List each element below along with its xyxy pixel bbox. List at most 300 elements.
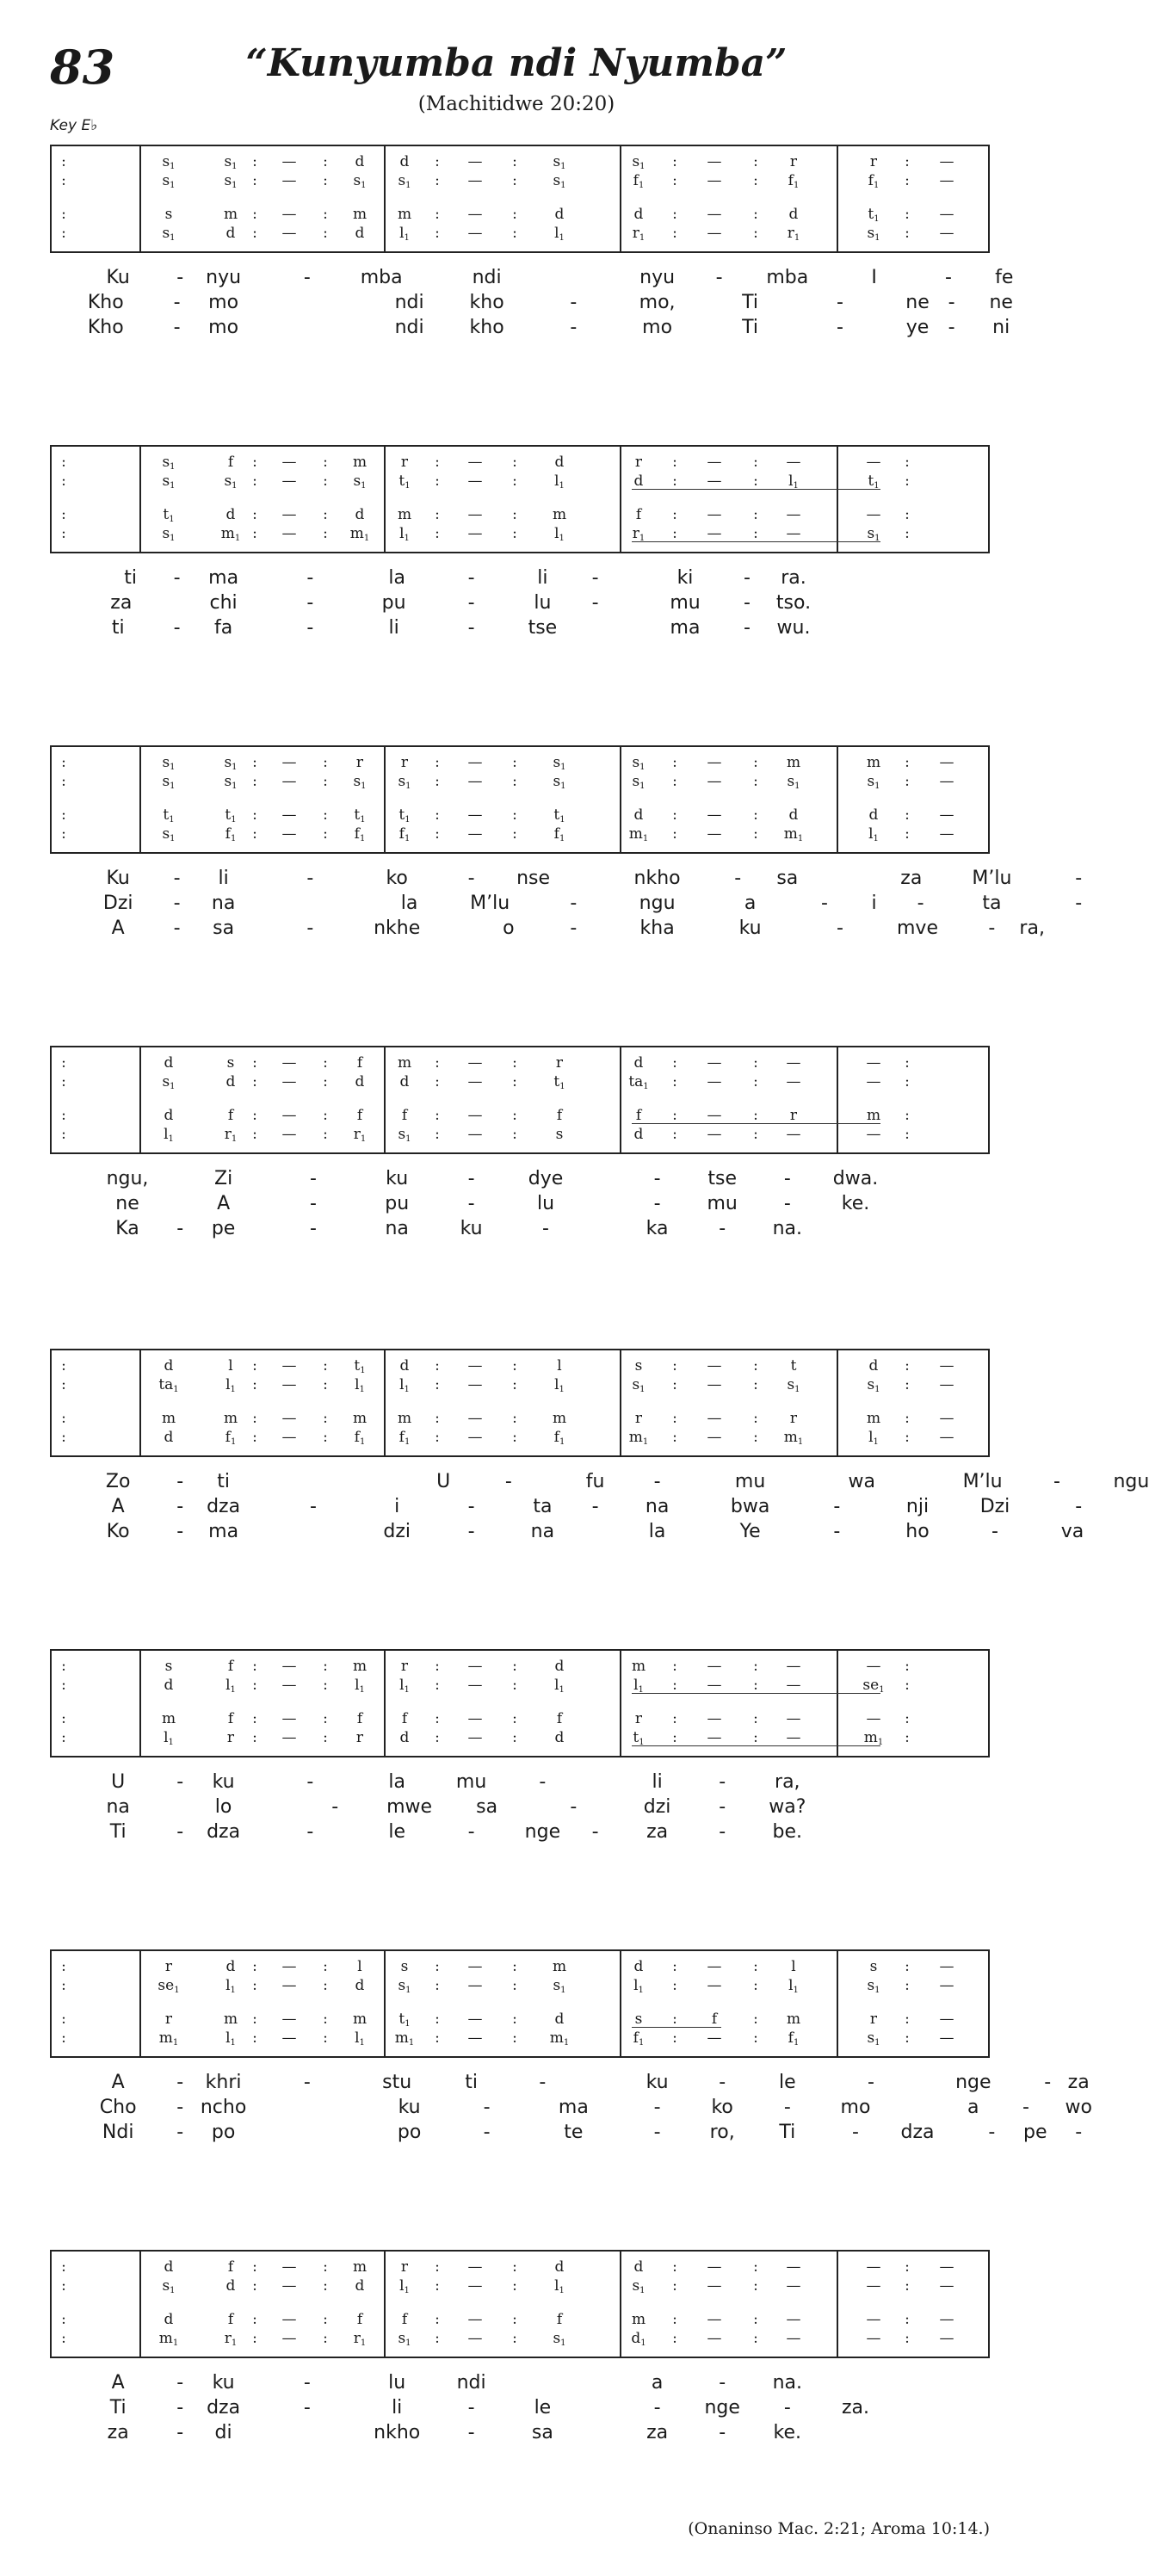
solfa-note: d [788,206,799,223]
solfa-note: : [252,1729,257,1746]
slur-line [632,1693,880,1694]
solfa-note: — [467,1054,483,1072]
solfa-note: : [672,1429,677,1446]
solfa-note: — [281,1073,297,1090]
solfa-note: $t_1$ [868,473,880,491]
solfa-note: : [323,825,328,843]
lyric-syllable: dza [207,2397,241,2418]
solfa-note: : [61,825,66,843]
solfa-note: : [905,754,910,771]
solfa-note: $s_1$ [162,225,176,243]
solfa-note: — [707,206,722,223]
solfa-note: : [905,806,910,824]
solfa-note: — [467,1429,483,1446]
solfa-note: : [252,2330,257,2347]
lyric-syllable: ku [646,2072,669,2093]
solfa-note: : [61,225,66,242]
solfa-note: $s_1$ [224,754,238,772]
solfa-note: — [786,506,801,523]
lyric-syllable: - [837,917,843,939]
solfa-note: r [400,2258,409,2276]
solfa-note: — [866,1710,881,1727]
voice-part-row [52,1976,988,1995]
music-system [50,1046,990,1249]
lyric-syllable: mo [208,292,239,313]
verse-line [50,2395,990,2420]
solfa-note: r [355,1729,364,1746]
solfa-note: $r_1$ [353,1126,367,1144]
solfa-note: — [866,2311,881,2328]
lyric-syllable: fa [213,617,233,639]
solfa-note: : [435,1977,440,1994]
solfa-note: $l_1$ [554,1677,565,1695]
solfa-note: d [164,1054,174,1072]
solfa-note: : [905,525,910,542]
lyric-syllable: dzi [383,1521,411,1542]
lyric-syllable: ma [208,567,239,589]
solfa-note: r [869,153,878,170]
solfa-note: : [435,206,440,223]
solfa-note: : [753,153,758,170]
solfa-note: m [866,1107,881,1124]
lyric-syllable: ta [533,1496,553,1517]
solfa-note: : [672,1677,677,1694]
voice-part-row [52,1957,988,1976]
solfa-note: $l_1$ [554,525,565,543]
solfa-note: $l_1$ [355,1376,365,1394]
solfa-note: — [467,1958,483,1975]
lyric-syllable: ra. [781,567,806,589]
solfa-note: : [905,773,910,790]
solfa-note: : [905,1729,910,1746]
solfa-note: s [164,1658,173,1675]
voice-part-row [52,224,988,243]
solfa-note: : [905,1126,910,1143]
lyric-syllable: - [306,567,314,589]
solfa-note: : [753,454,758,471]
lyric-syllable: - [821,893,828,914]
solfa-note: : [512,806,517,824]
solfa-note: f [356,1710,363,1727]
solfa-note: — [939,825,954,843]
lyric-syllable: - [173,893,181,914]
solfa-note: : [252,1658,257,1675]
solfa-note: : [252,825,257,843]
solfa-note: : [753,172,758,189]
solfa-note: m [552,1410,567,1427]
solfa-note: — [467,172,483,189]
lyric-syllable: mo [840,2097,871,2118]
lyric-syllable: nkho [374,2422,421,2443]
solfa-note: — [467,473,483,490]
solfa-note: : [61,1429,66,1446]
solfa-note: : [753,1677,758,1694]
solfa-note: : [672,2011,677,2028]
solfa-note: : [323,1729,328,1746]
solfa-note: : [905,172,910,189]
lyric-syllable: ku [738,917,762,939]
solfa-note: : [323,2311,328,2328]
lyric-syllable: - [988,2122,996,2143]
lyric-syllable: - [653,2097,661,2118]
lyric-syllable: va [1060,1521,1084,1542]
solfa-note: : [435,172,440,189]
lyric-syllable: - [744,592,751,614]
solfa-note: : [512,206,517,223]
solfa-note: $f_1$ [788,172,800,190]
solfa-note: — [467,2011,483,2028]
solfa-note: : [323,1357,328,1374]
lyric-syllable: - [653,1193,661,1214]
solfa-note: $l_1$ [399,2277,410,2295]
solfa-note: $s_1$ [632,754,646,772]
solfa-note: $f_1$ [225,1429,237,1447]
lyric-syllable: ma [670,617,701,639]
solfa-note: $m_1$ [863,1729,884,1747]
voice-part-row [52,1356,988,1375]
solfa-note: — [281,454,297,471]
solfa-note: f [556,1710,563,1727]
solfa-note: : [672,1977,677,1994]
solfa-note: $s_1$ [162,454,176,472]
lyric-syllable: tso. [775,592,812,614]
lyric-syllable: - [1075,2122,1083,2143]
solfa-note: d [554,1658,565,1675]
lyrics-block [50,2370,990,2453]
voice-part-row [52,825,988,843]
solfa-note: — [281,1126,297,1143]
lyric-syllable: ye [905,317,930,338]
solfa-note: $f_1$ [225,825,237,843]
solfa-note: $l_1$ [355,2029,365,2048]
solfa-note: : [753,754,758,771]
solfa-note: : [905,825,910,843]
solfa-note: — [281,153,297,170]
solfa-note: — [281,1054,297,1072]
solfa-note: : [905,225,910,242]
voice-part-row [52,152,988,171]
lyric-syllable: lu [388,2372,406,2394]
solfa-note: : [252,1958,257,1975]
solfa-note: — [281,172,297,189]
solfa-note: r [634,1410,643,1427]
solfa-note: d [355,153,365,170]
solfa-note: m [552,506,567,523]
solfa-note: — [281,1958,297,1975]
solfa-note: : [905,1054,910,1072]
solfa-note: d [554,206,565,223]
solfa-note: m [352,2258,368,2276]
solfa-note: : [252,1677,257,1694]
solfa-note: f [401,1710,408,1727]
solfa-note: : [61,2330,66,2347]
solfa-note: $l_1$ [868,1429,879,1447]
lyric-syllable: dwa. [832,1168,879,1189]
lyric-syllable: ngu [639,893,676,914]
lyric-syllable: za [1067,2072,1090,2093]
solfa-note: $l_1$ [633,1977,644,1995]
lyric-syllable: dza [207,1821,241,1843]
lyric-syllable: - [719,2372,726,2394]
solfa-note: : [252,2258,257,2276]
solfa-note: m [397,206,412,223]
solfa-note: $s_1$ [553,172,566,190]
solfa-note: : [252,1126,257,1143]
solfa-note: : [323,1710,328,1727]
solfa-note: : [435,1357,440,1374]
verse-line [50,315,1010,340]
lyric-syllable: na. [772,2372,803,2394]
voice-part-row [52,1375,988,1394]
solfa-note: — [467,806,483,824]
lyric-syllable: la [648,1521,666,1542]
solfa-note: : [753,2029,758,2047]
lyric-syllable: - [653,1168,661,1189]
lyric-syllable: za [646,1821,669,1843]
solfa-note: : [512,2029,517,2047]
solfa-note: m [352,2011,368,2028]
solfa-note: : [753,206,758,223]
solfa-note: r [164,2011,173,2028]
solfa-note: : [61,2029,66,2047]
solfa-note: : [323,1429,328,1446]
solfa-note: $f_1$ [633,172,645,190]
lyric-syllable: lu [536,1193,555,1214]
solfa-note: : [512,525,517,542]
lyric-syllable: - [1075,1496,1083,1517]
solfa-note: : [905,2277,910,2295]
solfa-note: $s_1$ [224,153,238,171]
voice-part-row [52,2310,988,2329]
solfa-note: d [399,1729,410,1746]
solfa-note: : [512,1376,517,1393]
solfa-note: r [789,153,798,170]
solfa-note: : [435,2011,440,2028]
voice-part-row [52,2010,988,2029]
lyric-syllable: Ti [109,2397,127,2418]
solfa-note: — [707,2330,722,2347]
solfa-note: $s_1$ [162,172,176,190]
solfa-note: m [223,1410,238,1427]
lyric-syllable: na [106,1796,130,1818]
lyric-syllable: nge [524,1821,561,1843]
lyric-syllable: la [388,567,405,589]
verse-line [50,1795,990,1819]
solfa-note: m [866,754,881,771]
verse-line [50,265,1014,290]
lyric-syllable: wa [848,1471,875,1492]
lyrics-block [50,2070,1092,2153]
solfa-note: $l_1$ [554,2277,565,2295]
lyric-syllable: na [385,1218,409,1239]
lyric-syllable: la [400,893,418,914]
solfa-note: — [467,754,483,771]
solfa-note: : [61,506,66,523]
voice-part-row [52,1106,988,1125]
solfa-note: — [467,1126,483,1143]
verse-line [50,916,1045,941]
lyric-syllable: le [534,2397,552,2418]
solfa-note: : [435,1073,440,1090]
lyric-syllable: Dzi [979,1496,1010,1517]
solfa-note: : [435,2330,440,2347]
lyric-syllable: - [467,2422,475,2443]
solfa-note: — [786,1729,801,1746]
verse-line [50,866,1083,891]
solfa-note: : [905,1658,910,1675]
lyric-syllable: di [214,2422,232,2443]
hymn-title: “Kunyumba ndi Nyumba” [245,41,788,85]
lyrics-block [50,265,1014,348]
lyrics-block [50,1469,1149,1552]
solfa-note: : [252,1107,257,1124]
lyric-syllable: sa [213,917,235,939]
lyric-syllable: - [591,592,599,614]
solfa-note: — [866,1073,881,1090]
solfa-note: $t_1$ [163,806,175,825]
solfa-note: : [905,506,910,523]
solfa-note: : [323,172,328,189]
solfa-note: : [252,1410,257,1427]
solfa-note: $t_1$ [868,206,880,224]
lyric-syllable: - [948,317,955,338]
solfa-note: : [905,1677,910,1694]
solfa-note: : [61,2011,66,2028]
solfa-note: $r_1$ [787,225,800,243]
slur-line [632,541,880,542]
solfa-note: m [552,1958,567,1975]
solfa-note: : [905,1376,910,1393]
solfa-note: $s_1$ [398,172,411,190]
solfa-note: $l_1$ [554,225,565,243]
solfa-note: : [323,1977,328,1994]
lyric-syllable: - [1022,2097,1029,2118]
solfa-note: — [939,773,954,790]
solfa-note: : [435,1658,440,1675]
lyric-syllable: pu [385,1193,410,1214]
solfa-note: : [512,1429,517,1446]
solfa-note: : [323,2258,328,2276]
solfa-note: $s_1$ [553,1977,566,1995]
solfa-note: $t_1$ [354,1357,366,1375]
solfa-note: : [672,1376,677,1393]
lyric-syllable: ndi [472,267,502,288]
lyric-syllable: A [217,1193,231,1214]
solfa-note: $s_1$ [867,525,880,543]
lyric-syllable: Ku [106,868,130,889]
solfa-note: d [554,2258,565,2276]
solfa-note: d [225,1958,236,1975]
lyric-syllable: te [564,2122,584,2143]
solfa-note: $ta_1$ [158,1376,179,1394]
lyric-syllable: la [388,1771,405,1793]
solfa-note: — [281,2258,297,2276]
solfa-note: — [467,1357,483,1374]
solfa-note: — [707,454,722,471]
solfa-note: : [61,153,66,170]
lyric-syllable: - [176,2072,184,2093]
solfa-note: : [435,806,440,824]
lyric-syllable: nji [905,1496,930,1517]
solfa-note: : [252,2029,257,2047]
solfa-note: d [633,1126,644,1143]
solfa-note: : [672,1357,677,1374]
lyric-syllable: le [778,2072,796,2093]
solfa-note: d [633,2258,644,2276]
solfa-note: : [672,2258,677,2276]
solfa-note: : [435,2258,440,2276]
solfa-staff [50,1949,990,2058]
solfa-note: $s_1$ [398,1126,411,1144]
solfa-note: — [281,1729,297,1746]
lyric-syllable: kha [639,917,675,939]
solfa-note: : [512,1410,517,1427]
solfa-note: $r_1$ [353,2330,367,2348]
lyric-syllable: li [388,617,399,639]
solfa-note: $t_1$ [398,2011,411,2029]
solfa-note: — [707,2258,722,2276]
solfa-note: f [635,1107,642,1124]
solfa-note: — [939,2311,954,2328]
solfa-note: — [786,525,801,542]
solfa-note: $m_1$ [158,2330,179,2348]
lyric-syllable: nyu [206,267,242,288]
lyric-syllable: mba [766,267,809,288]
solfa-note: $s_1$ [398,773,411,791]
solfa-note: : [61,754,66,771]
solfa-note: — [707,1677,722,1694]
solfa-note: : [512,1958,517,1975]
solfa-note: d [554,2011,565,2028]
solfa-note: : [252,473,257,490]
solfa-note: : [512,1126,517,1143]
solfa-note: — [707,506,722,523]
solfa-note: $f_1$ [553,825,565,843]
solfa-note: : [252,754,257,771]
verse-line [50,1469,1149,1494]
solfa-staff [50,1349,990,1457]
solfa-note: — [281,2277,297,2295]
solfa-note: $l_1$ [399,1376,410,1394]
solfa-note: — [786,2311,801,2328]
solfa-note: $f_1$ [398,1429,411,1447]
lyric-syllable: - [306,592,314,614]
lyric-syllable: - [331,1796,339,1818]
lyric-syllable: ku [386,1168,409,1189]
lyric-syllable: ti [217,1471,230,1492]
solfa-note: — [786,1054,801,1072]
lyric-syllable: - [783,1193,791,1214]
lyric-syllable: ke. [841,1193,870,1214]
voice-part-row [52,1709,988,1728]
solfa-note: f [227,454,234,471]
solfa-note: — [939,806,954,824]
solfa-note: $s_1$ [632,153,646,171]
lyric-syllable: - [988,917,996,939]
lyric-syllable: - [467,1821,475,1843]
solfa-note: — [786,454,801,471]
solfa-note: : [61,1977,66,1994]
solfa-note: : [672,2330,677,2347]
solfa-note: : [323,2029,328,2047]
solfa-note: — [467,153,483,170]
lyric-syllable: za. [841,2397,870,2418]
solfa-note: : [252,1073,257,1090]
solfa-note: m [352,1658,368,1675]
solfa-note: m [397,506,412,523]
solfa-staff [50,1649,990,1757]
solfa-note: $l_1$ [554,1376,565,1394]
